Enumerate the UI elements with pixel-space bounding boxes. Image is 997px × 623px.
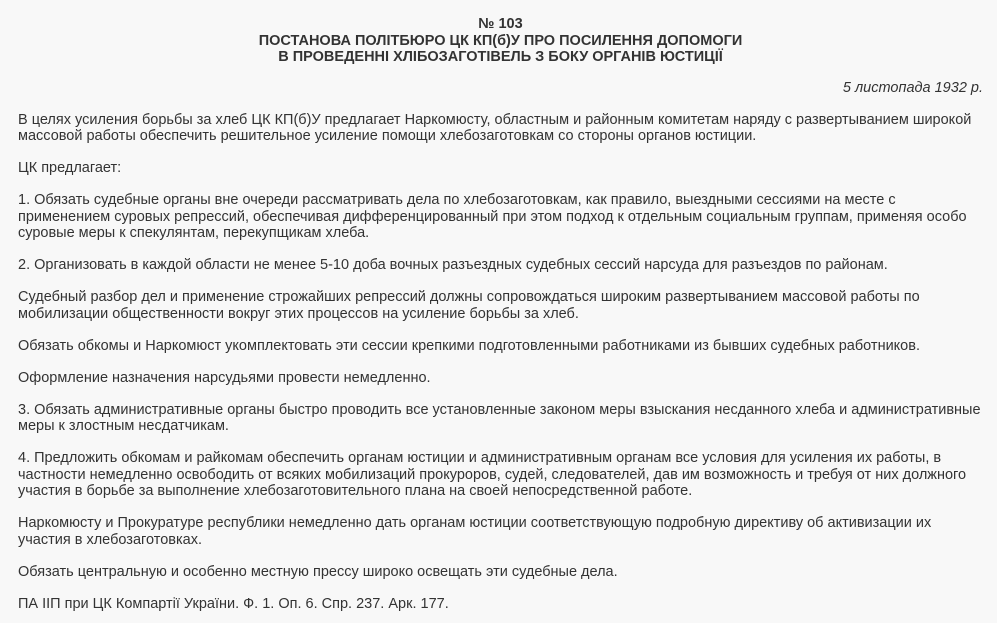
document-date: 5 листопада 1932 р. xyxy=(842,79,983,96)
document-number: № 103 xyxy=(478,16,523,32)
source-citation: ПА ІІП при ЦК Компартії України. Ф. 1. Оп. 6. Спр. 237. Арк. 177. xyxy=(18,595,449,612)
paragraph-press: Обязать центральную и особенно местную прессу широко освещать эти судебные дела. xyxy=(18,563,618,580)
document-header xyxy=(18,16,983,66)
document-title-line-2: В ПРОВЕДЕННІ ХЛІБОЗАГОТІВЕЛЬ З БОКУ ОРГАНІВ ЮСТИЦІЇ xyxy=(278,49,723,65)
paragraph-court-review: Судебный разбор дел и применение строжайших репрессий должны сопровождаться широким развертыванием массовой работы по мобилизации общественности вокруг этих процессов на усиление борьбы за хлеб. xyxy=(18,289,920,322)
paragraph-item-2: 2. Организовать в каждой области не менее 5-10 доба вочных разъездных судебных сессий нарсуда для разъездов по районам. xyxy=(18,257,888,273)
paragraph-item-3: 3. Обязать административные органы быстро проводить все установленные законом меры взыскания несданного хлеба и административные меры к злостным несдатчикам. xyxy=(18,401,981,434)
paragraph-staffing: Обязать обкомы и Наркомюст укомплектовать эти сессии крепкими подготовленными работниками из бывших судебных работников. xyxy=(18,337,920,354)
paragraph-proposes: ЦК предлагает: xyxy=(18,160,122,176)
paragraph-item-1: 1. Обязать судебные органы вне очереди рассматривать дела по хлебозаготовкам, как правило, выездными сессиями на месте с применением суровых репрессий, обеспечивая дифференцированный при этом подход к отдельным социальным группам, применяя особо суровые меры к спекулянтам, перекупщикам хлеба. xyxy=(18,192,967,241)
document-body xyxy=(18,112,983,613)
paragraph-appointment: Оформление назначения нарсудьями провести немедленно. xyxy=(18,369,431,386)
paragraph-intro: В целях усиления борьбы за хлеб ЦК КП(б)У предлагает Наркомюсту, областным и районным комитетам наряду с развертыванием широкой массовой работы обеспечить решительное усиление помощи хлебозаготовкам со стороны органов юстиции. xyxy=(18,111,972,144)
document-title-line-1: ПОСТАНОВА ПОЛІТБЮРО ЦК КП(б)У ПРО ПОСИЛЕННЯ ДОПОМОГИ xyxy=(258,32,743,49)
paragraph-item-4: 4. Предложить обкомам и райкомам обеспечить органам юстиции и административным органам все условия для усиления их работы, в частности немедленно освободить от всяких мобилизаций прокуроров, судей, следователей, дав им возможность и требуя от них должного участия в борьбе за выполнение хлебозаготовительного плана на своей непосредственной работе. xyxy=(18,450,967,499)
paragraph-directive: Наркомюсту и Прокуратуре республики немедленно дать органам юстиции соответствующую подробную директиву об активизации их участия в хлебозаготовках. xyxy=(18,515,932,548)
